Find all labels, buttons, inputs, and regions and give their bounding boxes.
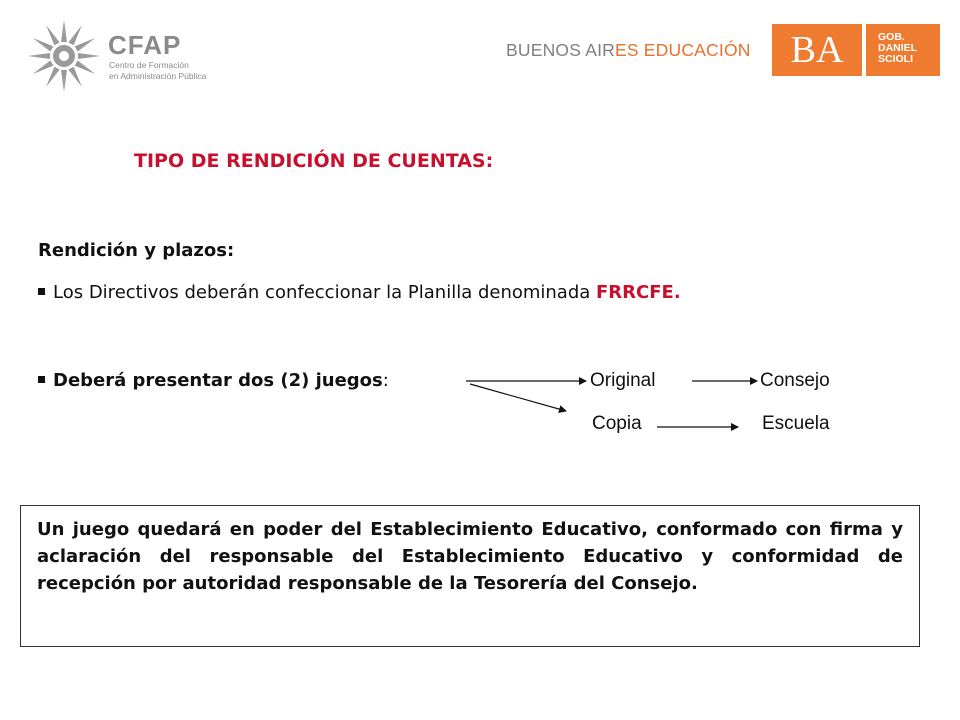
subheading: Rendición y plazos: (38, 240, 235, 261)
bullet-item-1 (38, 282, 681, 303)
bullet2-rest: : (382, 370, 389, 391)
buenos-aires-educacion-logo (506, 40, 751, 61)
sun-icon (24, 16, 104, 96)
ba-edu-part1: BUENOS AIR (506, 40, 615, 60)
bullet-icon (38, 376, 45, 383)
gob-logo (866, 24, 940, 76)
flow-copia: Copia (592, 413, 642, 434)
flow-escuela: Escuela (762, 413, 830, 434)
gob-line2: DANIEL (878, 42, 918, 54)
cfap-subtitle-line2: en Administración Pública (109, 71, 207, 81)
flow-original: Original (590, 370, 656, 391)
cfap-subtitle-line1: Centro de Formación (109, 60, 189, 70)
cfap-logo (24, 16, 224, 96)
note-text: Un juego quedará en poder del Establecimiento Educativo, conformado con firma y aclaración del responsable del Establecimiento Educativo y conformidad de recepción por autoridad responsable de la Tesorería del Consejo. (37, 519, 903, 594)
arrow-to-copia (470, 384, 566, 411)
bullet-icon (38, 288, 45, 295)
cfap-title: CFAP (108, 30, 182, 60)
bullet1-text: Los Directivos deberán confeccionar la Planilla denominada (53, 282, 597, 303)
ba-edu-part2: ES EDUCACIÓN (614, 40, 751, 60)
gob-line1: GOB. (878, 31, 905, 43)
slide-title: TIPO DE RENDICIÓN DE CUENTAS: (134, 150, 494, 172)
flow-consejo: Consejo (760, 370, 830, 391)
bullet1-highlight: FRRCFE. (596, 282, 681, 303)
gob-line3: SCIOLI (878, 53, 914, 65)
bullet2-bold: Deberá presentar dos (2) juegos (53, 370, 383, 391)
note-box (20, 505, 920, 647)
ba-logo: BA (772, 24, 862, 76)
bullet-item-2 (38, 370, 389, 391)
